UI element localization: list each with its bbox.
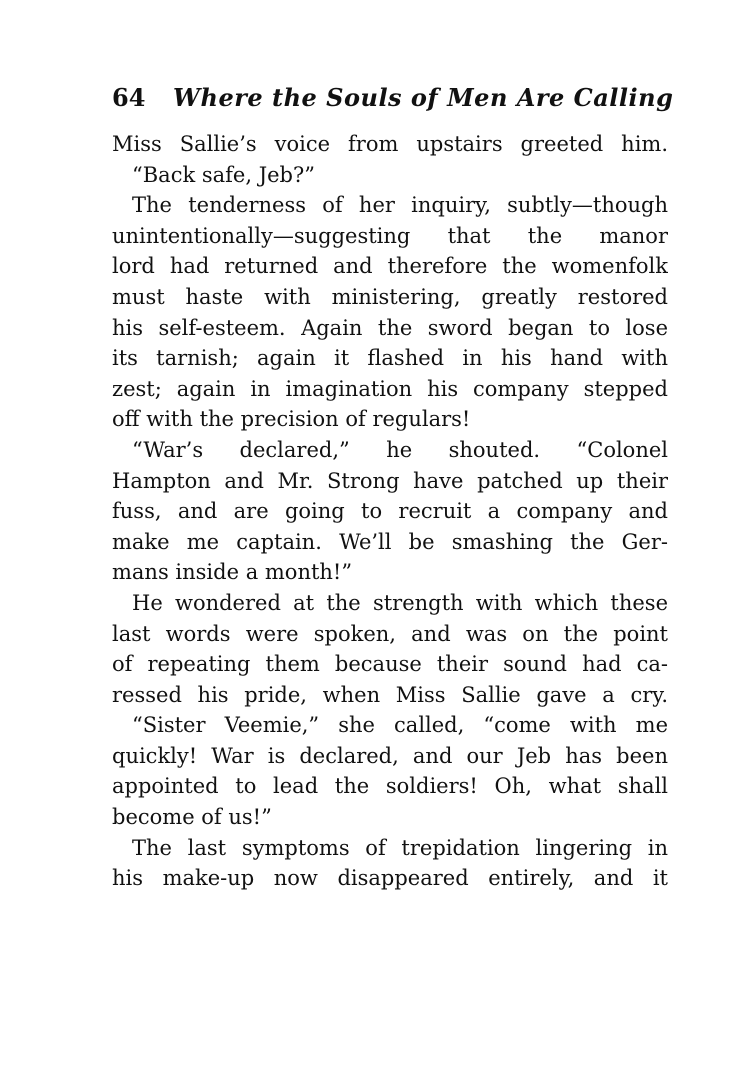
text-line: his self-esteem. Again the sword began to lose — [112, 315, 668, 340]
text-line: The last symptoms of trepidation lingering in — [132, 835, 668, 860]
text-line: appointed to lead the soldiers! Oh, what shall — [112, 774, 668, 799]
text-line: “Back safe, Jeb?” — [132, 162, 315, 187]
text-line: quickly! War is declared, and our Jeb has been — [112, 743, 668, 768]
text-line: its tarnish; again it flashed in his hand with — [112, 346, 668, 371]
text-line: his make-up now disappeared entirely, and it — [112, 866, 668, 891]
text-line: He wondered at the strength with which these — [132, 590, 668, 615]
text-line: become of us!” — [112, 805, 272, 830]
text-line: The tenderness of her inquiry, subtly—though — [132, 193, 668, 218]
text-line: unintentionally—suggesting that the manor — [112, 223, 668, 248]
text-line: mans inside a month!” — [112, 560, 353, 585]
body-text — [112, 129, 668, 894]
text-line: “Sister Veemie,” she called, “come with me — [132, 713, 668, 738]
text-line: Miss Sallie’s voice from upstairs greeted him. — [112, 132, 668, 156]
text-line: fuss, and are going to recruit a company and — [112, 499, 668, 524]
text-line: last words were spoken, and was on the point — [112, 621, 668, 646]
text-line: ressed his pride, when Miss Sallie gave a cry. — [112, 682, 668, 707]
text-line: zest; again in imagination his company stepped — [112, 376, 668, 401]
text-line: off with the precision of regulars! — [112, 407, 471, 432]
text-line: lord had returned and therefore the womenfolk — [112, 254, 668, 279]
text-line: “War’s declared,” he shouted. “Colonel — [132, 437, 668, 462]
page-number: 64 — [112, 83, 146, 112]
running-header — [112, 80, 672, 116]
running-title: Where the Souls of Men Are Calling — [173, 83, 674, 112]
text-line: Hampton and Mr. Strong have patched up their — [112, 468, 668, 493]
text-line: make me captain. We’ll be smashing the Ger- — [112, 529, 668, 554]
text-line: must haste with ministering, greatly restored — [112, 284, 668, 309]
text-line: of repeating them because their sound had ca- — [112, 652, 668, 677]
